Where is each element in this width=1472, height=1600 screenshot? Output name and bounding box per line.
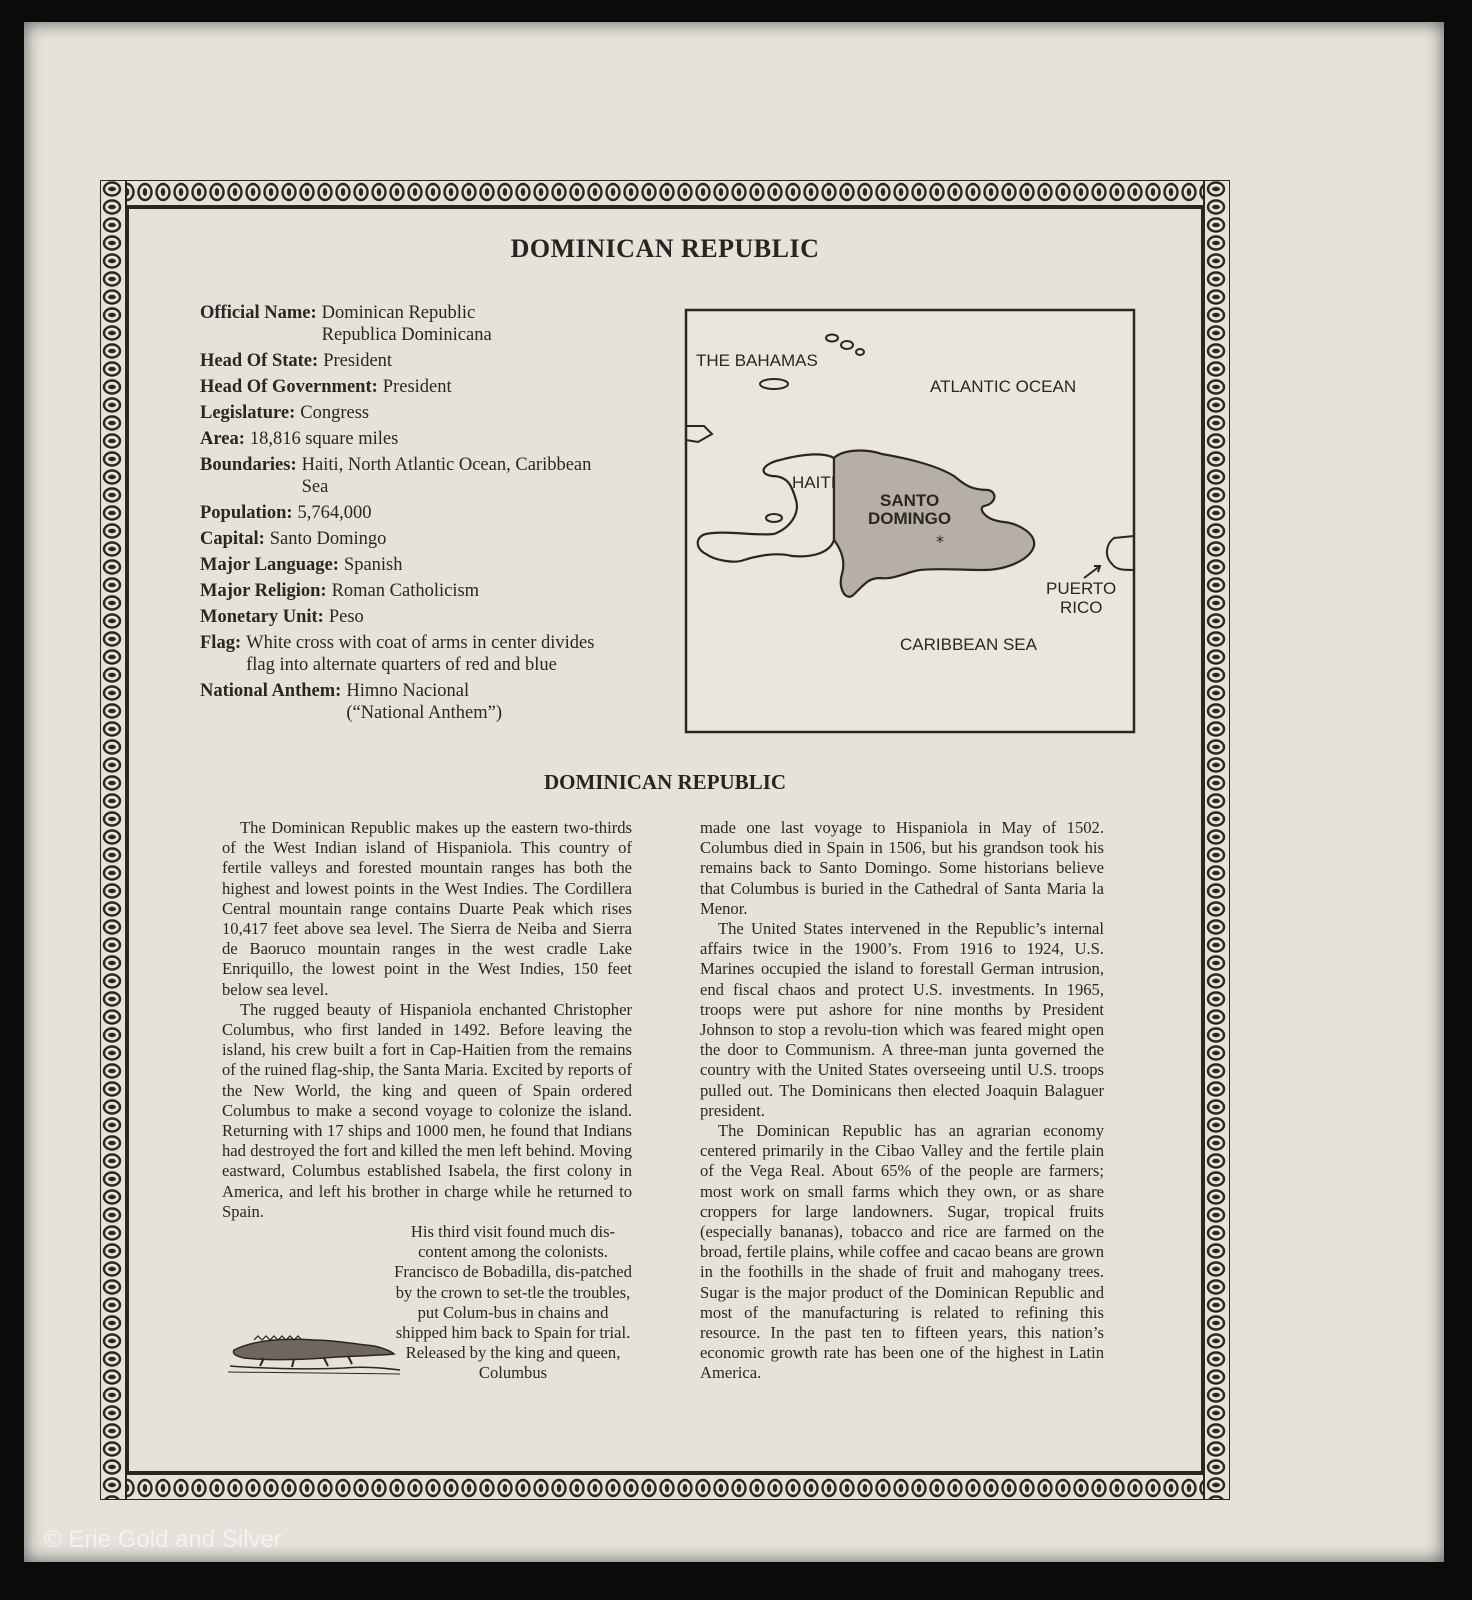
fact-official-name: Official Name: Dominican Republic Republica Dominicana [200,303,492,345]
country-facts [200,302,670,728]
paragraph: The rugged beauty of Hispaniola enchanted Christopher Columbus, who first landed in 1492. Before leaving the island, his crew built a fort in Cap-Haitien from the remains of the ruined flag-ship, the Santa Maria. Excited by reports of the New World, the king and queen of Spain ordered Columbus to make a second voyage to colonize the island. Returning with 17 ships and 1000 men, he found that Indians had destroyed the fort and killed the men left behind. Moving eastward, Columbus established Isabela, the first colony in America, and left his brother in charge while he returned to Spain. [222,999,632,1221]
crocodile-illustration [224,1310,404,1380]
fact-national-anthem: National Anthem: Himno Nacional (“National Anthem”) [200,681,502,723]
paragraph: made one last voyage to Hispaniola in May of 1502. Columbus died in Spain in 1506, but his grandson took his remains back to Santo Domingo. Some historians believe that Columbus is buried in the Cathedral of Santa Maria la Menor. [700,818,1104,918]
map-label-puerto-2: RICO [1060,598,1103,617]
fact-flag: Flag: White cross with coat of arms in center divides flag into alternate quarters of red and blue [200,633,595,675]
fact-legislature: Legislature: Congress [200,403,370,423]
page-content [130,206,1200,1474]
location-map [684,308,1136,734]
section-title: DOMINICAN REPUBLIC [543,770,787,794]
fact-population: Population: 5,764,000 [200,503,372,523]
fact-monetary-unit: Monetary Unit: Peso [200,607,364,627]
paragraph-wrapped: His third visit found much dis-content among the colonists. Francisco de Bobadilla, dis-patched by the crown to set-tle the troubles, put Colum-bus in chains and shipped him back to Spain for trial. Released by the king and queen, Columbus [394,1222,632,1383]
paragraph: The Dominican Republic makes up the eastern two-thirds of the West Indian island of Hispaniola. This country of fertile valleys and forested mountain ranges has both the highest and lowest points in the West Indies. The Cordillera Central mountain range contains Duarte Peak which rises 10,417 feet above sea level. The Sierra de Neiba and Sierra de Baoruco mountain ranges in the west cradle Lake Enriquillo, the lowest point in the West Indies, 150 feet below sea level. [222,818,632,999]
fact-head-of-state: Head Of State: President [200,351,393,371]
map-label-bahamas: THE BAHAMAS [696,351,818,370]
text-column-left [222,818,632,1384]
fact-capital: Capital: Santo Domingo [200,529,387,549]
fact-major-religion: Major Religion: Roman Catholicism [200,581,480,601]
fact-head-of-government: Head Of Government: President [200,377,452,397]
map-label-haiti: HAITI [792,473,836,492]
fact-area: Area: 18,816 square miles [200,429,399,449]
map-label-puerto-1: PUERTO [1046,579,1117,598]
paragraph: The Dominican Republic has an agrarian economy centered primarily in the Cibao Valley and the fertile plain of the Vega Real. About 65% of the people are farmers; most work on small farms which they own, or as share croppers for large landowners. Sugar, tropical fruits (especially bananas), tobacco and rice are farmed on the broad, fertile plains, while coffee and cacao beans are grown in the foothills in the shade of fruit and mahogany trees. Sugar is the major product of the Dominican Republic and most of the manufacturing is related to refining this resource. In the past ten to fifteen years, this nation’s economic growth rate has been one of the highest in Latin America. [700,1121,1104,1383]
capital-star: * [936,532,944,551]
map-label-capital-1: SANTO [880,491,940,510]
map-label-atlantic: ATLANTIC OCEAN [930,377,1077,396]
fact-boundaries: Boundaries: Haiti, North Atlantic Ocean, Caribbean Sea [200,455,592,497]
text-column-right [700,818,1104,1384]
copyright-watermark: © Erie Gold and Silver [44,1526,282,1553]
fact-major-language: Major Language: Spanish [200,555,403,575]
page-title: DOMINICAN REPUBLIC [510,234,820,263]
paragraph: The United States intervened in the Republic’s internal affairs twice in the 1900’s. From 1916 to 1924, U.S. Marines occupied the island to forestall German intrusion, end fiscal chaos and protect U.S. investments. In 1965, troops were put ashore for nine months by President Johnson to stop a revolu-tion which was feared might open the door to Communism. A three-man junta governed the country with the United States overseeing until U.S. troops pulled out. The Dominicans then elected Joaquin Balaguer president. [700,919,1104,1120]
map-label-caribbean: CARIBBEAN SEA [900,635,1037,654]
map-label-capital-2: DOMINGO [868,509,952,528]
